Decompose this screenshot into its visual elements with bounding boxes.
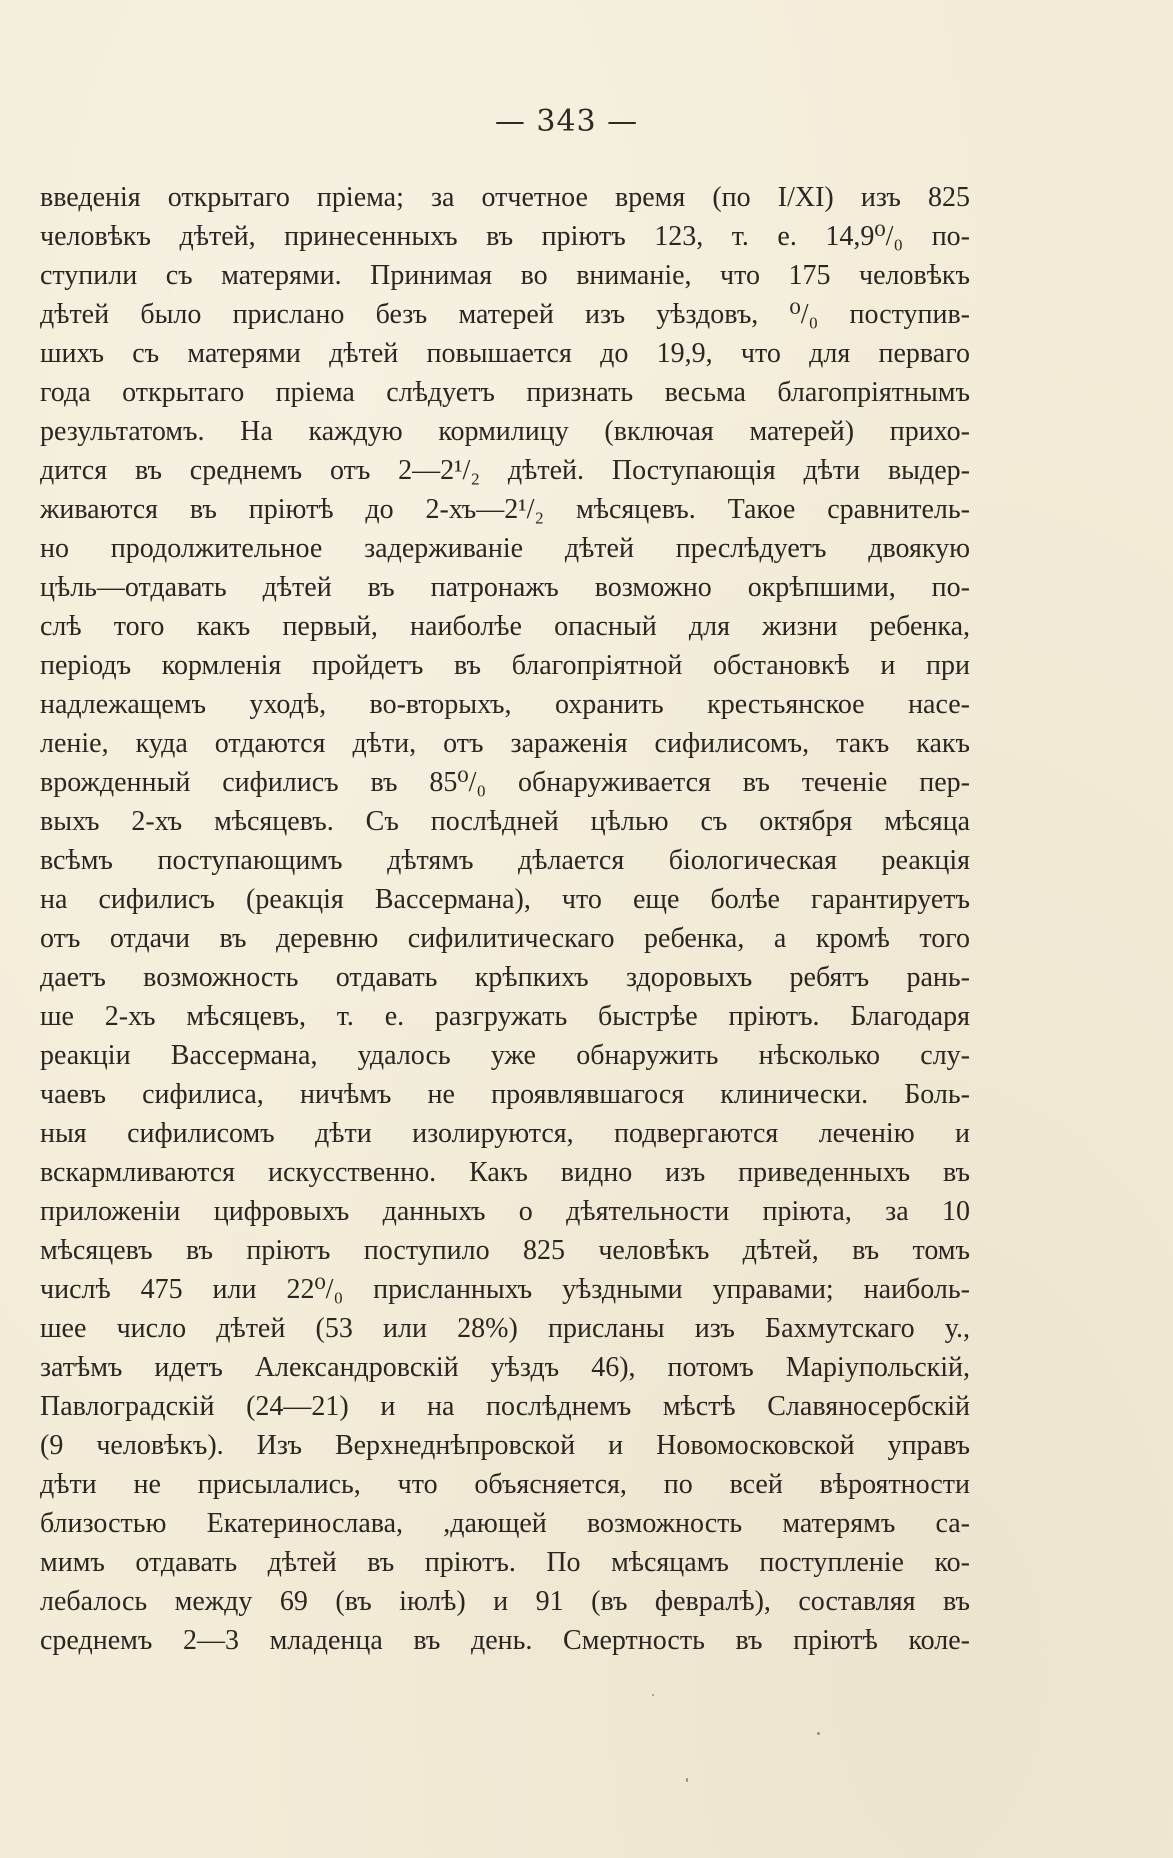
text-line: среднемъ 2—3 младенца въ день. Смертность въ пріютѣ коле- [40, 1625, 970, 1656]
text-line: дѣтей было прислано безъ матерей изъ уѣздовъ, ⁰/₀ поступив- [40, 299, 970, 330]
text-line: реакціи Вассермана, удалось уже обнаружить нѣсколько слу- [40, 1040, 970, 1071]
paper-speck [652, 1694, 654, 1696]
text-line: введенія открытаго пріема; за отчетное время (по I/XI) изъ 825 [40, 182, 970, 213]
text-line: результатомъ. На каждую кормилицу (включая матерей) прихо- [40, 416, 970, 447]
text-line: числѣ 475 или 22⁰/₀ присланныхъ уѣздными управами; наиболь- [40, 1274, 970, 1305]
text-line: вскармливаются искусственно. Какъ видно изъ приведенныхъ въ [40, 1157, 970, 1188]
text-line: ше 2-хъ мѣсяцевъ, т. е. разгружать быстрѣе пріютъ. Благодаря [40, 1001, 970, 1032]
paper-speck [817, 1732, 820, 1735]
text-line: на сифилисъ (реакція Вассермана), что еще болѣе гарантируетъ [40, 884, 970, 915]
text-line: выхъ 2-хъ мѣсяцевъ. Съ послѣдней цѣлью съ октября мѣсяца [40, 806, 970, 837]
text-line: періодъ кормленія пройдетъ въ благопріятной обстановкѣ и при [40, 650, 970, 681]
text-line: слѣ того какъ первый, наиболѣе опасный для жизни ребенка, [40, 611, 970, 642]
text-line: даетъ возможность отдавать крѣпкихъ здоровыхъ ребятъ рань- [40, 962, 970, 993]
text-line: живаются въ пріютѣ до 2-хъ—2¹/₂ мѣсяцевъ. Такое сравнитель- [40, 494, 970, 525]
text-line: лебалось между 69 (въ іюлѣ) и 91 (въ февралѣ), составляя въ [40, 1586, 970, 1617]
text-line: (9 человѣкъ). Изъ Верхнеднѣпровской и Новомосковской управъ [40, 1430, 970, 1461]
text-line: ныя сифилисомъ дѣти изолируются, подвергаются леченію и [40, 1118, 970, 1149]
text-line: затѣмъ идетъ Александровскій уѣздъ 46), потомъ Маріупольскій, [40, 1352, 970, 1383]
text-line: но продолжительное задерживаніе дѣтей преслѣдуетъ двоякую [40, 533, 970, 564]
text-line: надлежащемъ уходѣ, во-вторыхъ, охранить крестьянское насе- [40, 689, 970, 720]
text-line: отъ отдачи въ деревню сифилитическаго ребенка, а кромѣ того [40, 923, 970, 954]
text-line: дится въ среднемъ отъ 2—2¹/₂ дѣтей. Поступающія дѣти выдер- [40, 455, 970, 486]
text-line: врожденный сифилисъ въ 85⁰/₀ обнаруживается въ теченіе пер- [40, 767, 970, 798]
text-line: всѣмъ поступающимъ дѣтямъ дѣлается біологическая реакція [40, 845, 970, 876]
text-line: мѣсяцевъ въ пріютъ поступило 825 человѣкъ дѣтей, въ томъ [40, 1235, 970, 1266]
paper-speck [686, 1778, 688, 1782]
text-line: цѣль—отдавать дѣтей въ патронажъ возможно окрѣпшими, по- [40, 572, 970, 603]
text-line: чаевъ сифилиса, ничѣмъ не проявлявшагося клинически. Боль- [40, 1079, 970, 1110]
text-line: приложеніи цифровыхъ данныхъ о дѣятельности пріюта, за 10 [40, 1196, 970, 1227]
text-line: года открытаго пріема слѣдуетъ признать весьма благопріятнымъ [40, 377, 970, 408]
page-number: — 343 — [494, 104, 639, 139]
text-line: леніе, куда отдаются дѣти, отъ зараженія сифилисомъ, такъ какъ [40, 728, 970, 759]
text-line: Павлоградскій (24—21) и на послѣднемъ мѣстѣ Славяносербскій [40, 1391, 970, 1422]
body-text [40, 178, 970, 1660]
text-line: близостью Екатеринослава, ,дающей возможность матерямъ са- [40, 1508, 970, 1539]
text-line: человѣкъ дѣтей, принесенныхъ въ пріютъ 123, т. е. 14,9⁰/₀ по- [40, 221, 970, 252]
text-line: ступили съ матерями. Принимая во вниманіе, что 175 человѣкъ [40, 260, 970, 291]
text-line: дѣти не присылались, что объясняется, по всей вѣроятности [40, 1469, 970, 1500]
text-line: шее число дѣтей (53 или 28%) присланы изъ Бахмутскаго у., [40, 1313, 970, 1344]
text-line: мимъ отдавать дѣтей въ пріютъ. По мѣсяцамъ поступленіе ко- [40, 1547, 970, 1578]
text-line: шихъ съ матерями дѣтей повышается до 19,9, что для перваго [40, 338, 970, 369]
